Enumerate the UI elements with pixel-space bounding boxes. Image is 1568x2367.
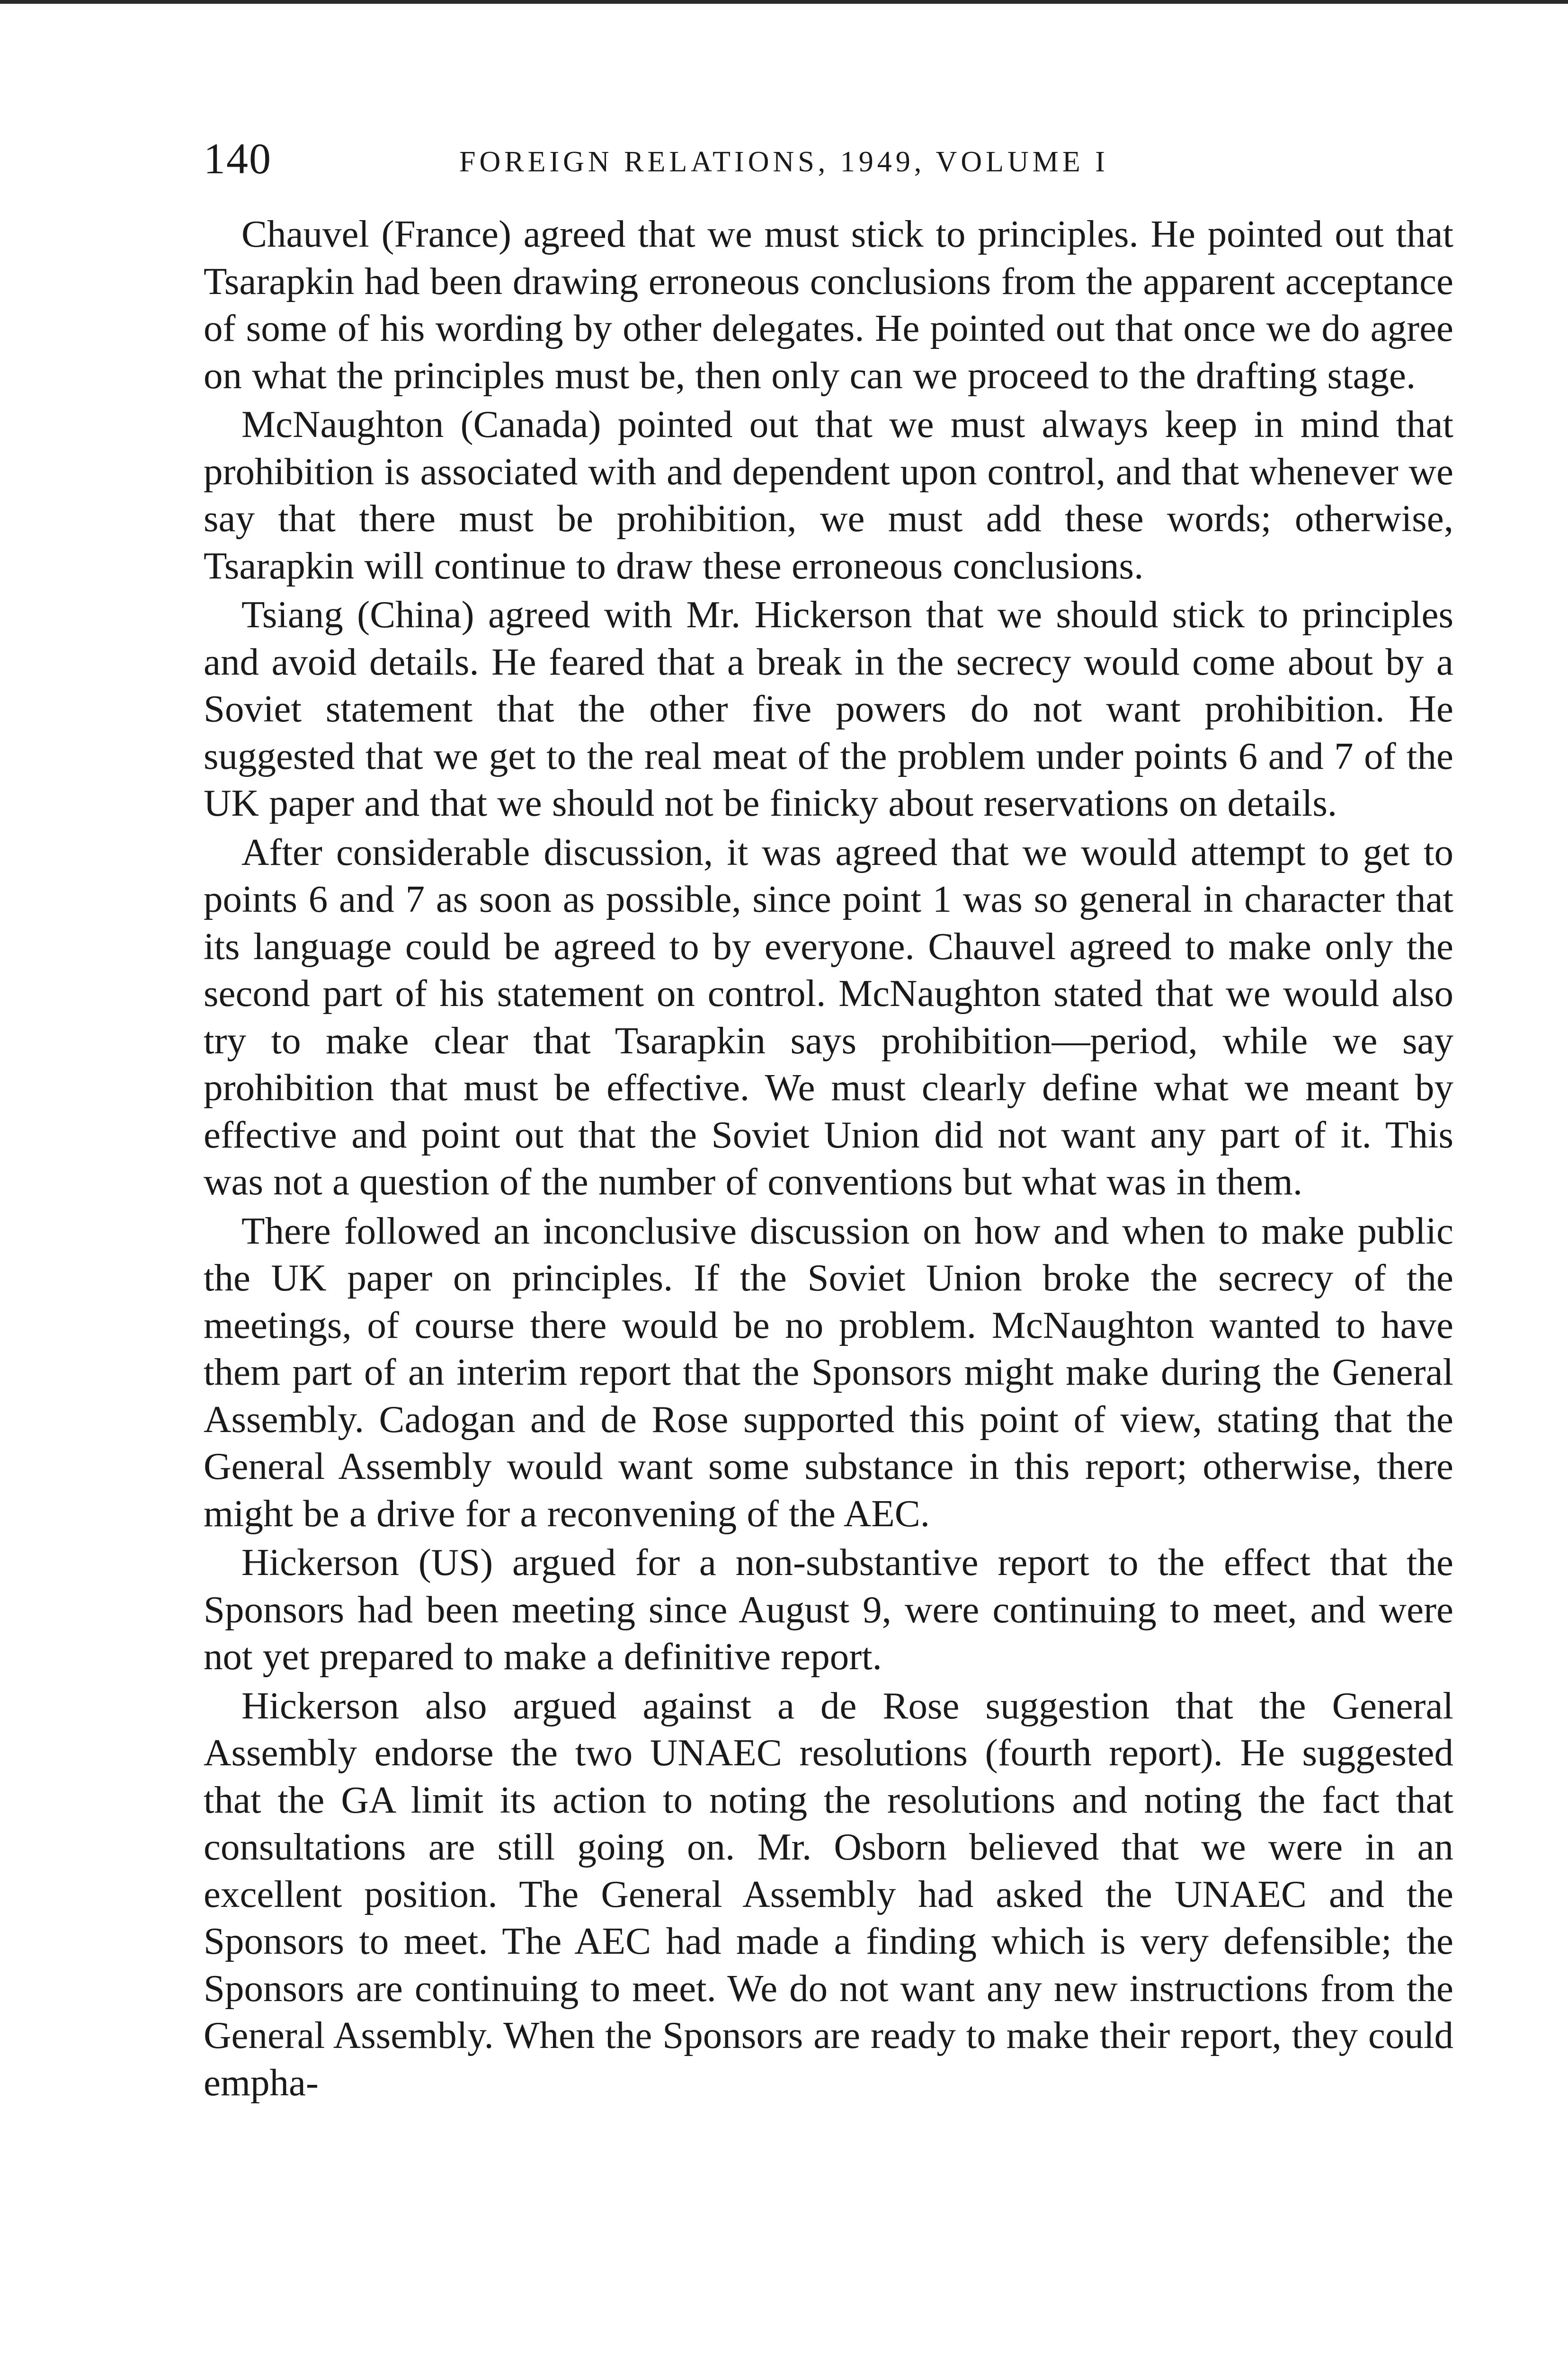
page-header: [204, 135, 1453, 211]
paragraph: Hickerson also argued against a de Rose suggestion that the General Assembly endorse the two UNAEC resolutions (fourth report). He suggested that the GA limit its action to noting the resolutions and noting the fact that consultations are still going on. Mr. Osborn believed that we were in an excellent position. The General Assembly had asked the UNAEC and the Sponsors to meet. The AEC had made a finding which is very defensible; the Sponsors are continuing to meet. We do not want any new instructions from the General Assembly. When the Sponsors are ready to make their report, they could empha-: [204, 1684, 1453, 2104]
paragraph: Tsiang (China) agreed with Mr. Hickerson that we should stick to principles and avoid details. He feared that a break in the secrecy would come about by a Soviet statement that the other five powers do not want prohibition. He suggested that we get to the real meat of the problem under points 6 and 7 of the UK paper and that we should not be finicky about reservations on details.: [204, 593, 1453, 824]
paragraph: Chauvel (France) agreed that we must stick to principles. He pointed out that Tsarapkin had been drawing erroneous conclusions from the apparent acceptance of some of his wording by other delegates. He pointed out that once we do agree on what the principles must be, then only can we proceed to the drafting stage.: [204, 213, 1453, 397]
running-head: FOREIGN RELATIONS, 1949, VOLUME I: [459, 146, 1109, 178]
top-border-rule: [0, 0, 1568, 4]
page-number: 140: [204, 134, 272, 183]
paragraph: Hickerson (US) argued for a non-substantive report to the effect that the Sponsors had been meeting since August 9, were continuing to meet, and were not yet prepared to make a definitive report.: [204, 1541, 1453, 1678]
paragraph: There followed an inconclusive discussion on how and when to make public the UK paper on principles. If the Soviet Union broke the secrecy of the meetings, of course there would be no problem. McNaughton wanted to have them part of an interim report that the Sponsors might make during the General Assembly. Cadogan and de Rose supported this point of view, stating that the General Assembly would want some substance in this report; otherwise, there might be a drive for a reconvening of the AEC.: [204, 1209, 1453, 1535]
body-text: [204, 211, 1453, 2106]
document-page: [204, 135, 1453, 2108]
paragraph: After considerable discussion, it was agreed that we would attempt to get to points 6 and 7 as soon as possible, since point 1 was so general in character that its language could be agreed to by everyone. Chauvel agreed to make only the second part of his statement on control. McNaughton stated that we would also try to make clear that Tsarapkin says prohibition—period, while we say prohibition that must be effective. We must clearly define what we meant by effective and point out that the Soviet Union did not want any part of it. This was not a question of the number of conventions but what was in them.: [204, 830, 1453, 1203]
paragraph: McNaughton (Canada) pointed out that we must always keep in mind that prohibition is associated with and dependent upon control, and that whenever we say that there must be prohibition, we must add these words; otherwise, Tsarapkin will continue to draw these erroneous conclusions.: [204, 403, 1453, 587]
